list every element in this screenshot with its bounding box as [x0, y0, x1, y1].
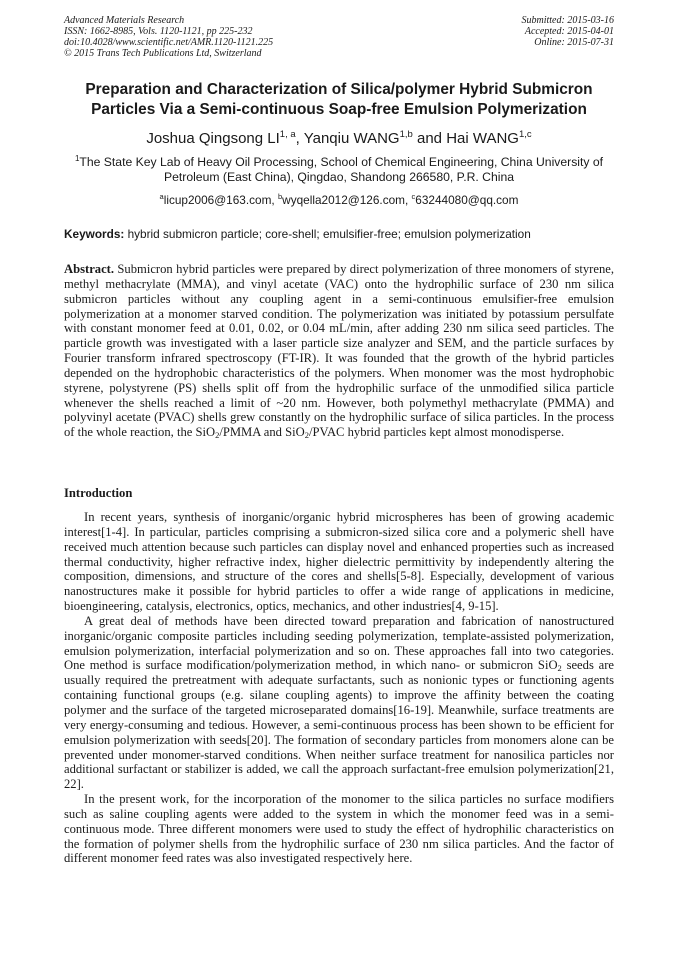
- subscript: 2: [304, 430, 309, 441]
- abstract: [64, 262, 614, 440]
- paragraph-text: seeds are usually required the pretreatment with adequate surfactants, such as nonionic types or functioning agents containing functional groups (e.g. silane coupling agents) to improve the affinity between the coating polymer and the surface of the targeted microseparated domains[16-19]. Meanwhile, surface treatments are very energy-consuming and tedious. However, a semi-continuous process has been shown to be efficient for emulsion polymerization with seeds[20]. The formation of secondary particles from monomers alone can be prevented under monomer-starved conditions. When neither surface treatment for nanosilica particles nor additional surfactant or stabilizer is added, we call the approach surfactant-free emulsion polymerization[21, 22].: [64, 658, 614, 792]
- email-superscript: a: [159, 192, 164, 201]
- header-right: [522, 15, 615, 48]
- email-link[interactable]: 63244080@qq.com: [415, 193, 519, 207]
- email-link[interactable]: wyqella2012@126.com,: [282, 193, 412, 207]
- issn-line: ISSN: 1662-8985, Vols. 1120-1121, pp 225-232: [64, 26, 253, 37]
- email-superscript: b: [278, 192, 283, 201]
- abstract-label: Abstract.: [64, 262, 115, 276]
- author-emails: [40, 193, 638, 208]
- email-link[interactable]: licup2006@163.com,: [163, 193, 278, 207]
- abstract-text: Submicron hybrid particles were prepared by direct polymerization of three monomers of styrene, methyl methacrylate (MMA), and vinyl acetate (VAC) onto the hydrophilic surface of 230 nm silica submicron particles without any coupling agent in a semi-continuous emulsifier-free emulsion polymerization at a monomer starved condition. The polymerization was initiated by potassium persulfate with constant monomer feed at 0.01, 0.02, or 0.04 mL/min, after adding 230 nm silica seed particles. The particle growth was investigated with a laser particle size analyzer and SEM, and the particle surfaces by Fourier transform infrared spectroscopy (FT-IR). It was founded that the growth of the hybrid particles depended on the hydrophobic characteristics of the polymers. When monomer was the most hydrophobic styrene, polystyrene (PS) shells split off from the hydrophilic surface of the unmodified silica particle whenever the shells reached a limit of ~20 nm. However, both polymethyl methacrylate (PMMA) and polyvinyl acetate (PVAC) shells grew constantly on the hydrophilic surface of silica particles. In the process of the whole reaction, the SiO: [64, 262, 614, 440]
- paragraph-text: A great deal of methods have been directed toward preparation and fabrication of nanostructured inorganic/organic composite particles including seeding polymerization, template-assisted polymerization, emulsion polymerization, interfacial polymerization and so on. These approaches fall into two categories. One method is surface modification/polymerization method, in which nano- or submicron SiO: [64, 613, 614, 673]
- title-line-1: Preparation and Characterization of Silica/polymer Hybrid Submicron: [85, 81, 593, 98]
- paragraph: In the present work, for the incorporation of the monomer to the silica particles no surface modifiers such as saline coupling agents were added to the system in which the monomer feed was in a semi-continuous mode. Three different monomers were used to study the effect of hydrophilic characteristics on the formation of polymer shells from the hydrophilic surface of 230 nm silica particles. And the factor of different monomer feed rates was also investigated respectively here.: [64, 792, 614, 866]
- affiliation-superscript: 1: [74, 154, 80, 163]
- author-name: Joshua Qingsong LI: [146, 130, 280, 147]
- affiliation: [55, 155, 623, 185]
- subscript: 2: [215, 430, 220, 441]
- keywords-text: hybrid submicron particle; core-shell; emulsifier-free; emulsion polymerization: [124, 227, 531, 241]
- submitted-date: Submitted: 2015-03-16: [521, 15, 614, 26]
- accepted-date: Accepted: 2015-04-01: [524, 26, 614, 37]
- author-separator: and: [412, 130, 447, 147]
- paragraph: [64, 614, 614, 792]
- paragraph: In recent years, synthesis of inorganic/organic hybrid microspheres has been of growing academic interest[1-4]. In particular, particles comprising a submicron-sized silica core and a polymeric shell have received much attention because such particles can display novel and enhanced properties such as increased thermal conductivity, higher refractive index, higher dielectric permittivity by independently altering the composition, dimensions, and structure of the cores and shells[5-8]. Especially, development of various nanostructures make it possible for hybrid particles to offer a wide range of applications in medicine, bioengineering, catalysis, electronics, optics, mechanics, and other industries[4, 9-15].: [64, 510, 614, 614]
- author-list: [40, 129, 638, 148]
- paper-title: [40, 80, 638, 120]
- doi-line: doi:10.4028/www.scientific.net/AMR.1120-1121.225: [64, 37, 274, 48]
- title-line-2: Particles Via a Semi-continuous Soap-free Emulsion Polymerization: [91, 101, 587, 118]
- email-superscript: c: [411, 192, 416, 201]
- online-date: Online: 2015-07-31: [534, 37, 614, 48]
- keywords-label: Keywords:: [64, 227, 125, 241]
- subscript: 2: [557, 663, 562, 674]
- author-separator: ,: [295, 130, 304, 147]
- author-name: Hai WANG: [446, 130, 519, 147]
- author-superscript: 1, a: [279, 129, 296, 140]
- affiliation-text: The State Key Lab of Heavy Oil Processing, School of Chemical Engineering, China University of Petroleum (East China), Qingdao, Shandong 266580, P.R. China: [79, 155, 604, 184]
- introduction-body: [64, 510, 614, 866]
- abstract-text: /PVAC hybrid particles kept almost monodisperse.: [308, 425, 565, 440]
- copyright-line: © 2015 Trans Tech Publications Ltd, Switzerland: [64, 48, 262, 59]
- author-name: Yanqiu WANG: [303, 130, 400, 147]
- header-left: [64, 15, 273, 59]
- section-heading-introduction: Introduction: [64, 486, 133, 500]
- abstract-text: /PMMA and SiO: [219, 425, 305, 440]
- author-superscript: 1,c: [518, 129, 532, 140]
- author-superscript: 1,b: [399, 129, 413, 140]
- keywords: [64, 227, 614, 242]
- journal-name: Advanced Materials Research: [64, 15, 185, 26]
